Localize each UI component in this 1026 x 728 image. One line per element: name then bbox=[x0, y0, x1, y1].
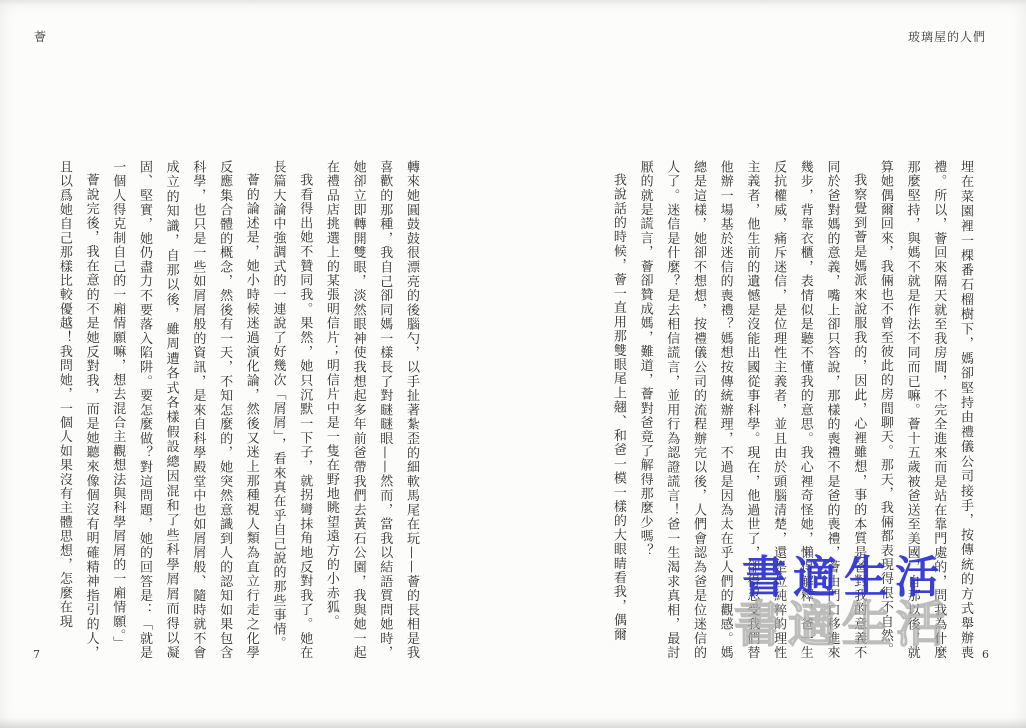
page-7-text-block bbox=[50, 160, 424, 660]
book-title-running-head: 玻璃屋的人們 bbox=[907, 30, 986, 44]
paragraph: 我看得出她不贊同我。果然，她只沉默一下子，就拐彎抹角地反對我了。她在長篇大論中強調式的一連說了好幾次「屑屑」，看來真在乎自己說的那些事情。 bbox=[270, 160, 313, 660]
paragraph: 埋在菜園裡一棵番石榴樹下，媽卻堅持由禮儀公司接手，按傳統的方式舉辦喪禮。所以，薈回來隔天就至我房間，不完全進來而是站在靠門處的，問我為什麼那麼堅持，與媽不就是作法不同而已嘛。薈十五歲被爸送至美國，自那以後，就算她偶爾回來，我倆也不曾至彼此的房間聊天。那天，我倆都表現得很不自然。 bbox=[877, 160, 973, 660]
paragraph: 我察覺到薈是媽派來說服我的，因此，心裡雖想，事的本質是爸對我的意義不同於爸對媽的意義，嘴上卻只答說，那樣的喪禮不是爸的喪禮，薈由門口移進來幾步，背靠衣櫃，表情似是聽不懂我的意思。我心裡奇怪她，懶得解釋，爸一生反抗權威，痛斥迷信，是位理性主義者，並且由於頭腦清楚，還是位純粹的理性主義者，他生前的遺憾是沒能出國從事科學。現在，他過世了，卻得忍受我們替他辦一場基於迷信的喪禮？媽想按傳統辦理，不過是因為太在乎人們的觀感。媽總是這樣，她卻不想想，按禮儀公司的流程辦完以後，人們會認為爸是位迷信的人了。迷信是什麼？是去相信謊言，並用行為認證謊言！爸一生渴求真相，最討厭的就是謊言，薈卻贊成媽，難道，薈對爸竟了解得那麼少嗎？ bbox=[637, 160, 867, 660]
paragraph: 我說話的時候，薈一直用那雙眼尾上翹、和爸一模一樣的大眼睛看我，偶爾 bbox=[610, 173, 626, 642]
left-page-number: 7 bbox=[33, 648, 40, 661]
paragraph: 轉來她圓鼓鼓很漂亮的後腦勺，以手扯著紮歪的細軟馬尾在玩——薈的長相是我喜歡的那種，我自己卻同媽一樣長了對瞇瞇眼——然而，當我以結語質問她時，她卻立即轉開雙眼，淡然眼神使我想起多年前爸帶我們去黃石公園，我與她一起在禮品店挑選上的某張明信片；明信片中是一隻在野地眺望遠方的小赤狐。 bbox=[323, 160, 419, 660]
chapter-running-head: 薈 bbox=[34, 30, 48, 44]
watermark-text: 書適生活 bbox=[742, 552, 946, 603]
watermark-outline-text: 書適生活 bbox=[734, 595, 951, 653]
scan-edge-shading-bottom bbox=[0, 718, 1026, 728]
paragraph: 薈的論述是，她小時候迷過演化論，然後又迷上那種視人類為直立行走之化學反應集合體的概念，然後有一天，不知怎麼的，她突然意識到人的認知如果包含科學，也只是一些如屑屑般的資訊，是來自科學殿堂中也如屑屑般、隨時就不會成立的知識，自那以後，雖周遭各式各樣假設總因混和了些科學屑屑而得以凝固、堅實，她仍盡力不要落入陷阱。要怎麼做？對這問題，她的回答是：「就是一個人得克制自己的一廂情願嘛，想去混合主觀想法與科學屑屑的一廂情願。」 bbox=[110, 160, 259, 660]
right-page-number: 6 bbox=[982, 648, 989, 661]
paragraph: 薈說完後，我在意的不是她反對我，而是她聽來像個沒有明確精神指引的人，且以爲她自己那樣比較優越！我問她，一個人如果沒有主體思想，怎麼在現 bbox=[56, 160, 99, 660]
scan-edge-shading-top bbox=[0, 0, 1026, 6]
